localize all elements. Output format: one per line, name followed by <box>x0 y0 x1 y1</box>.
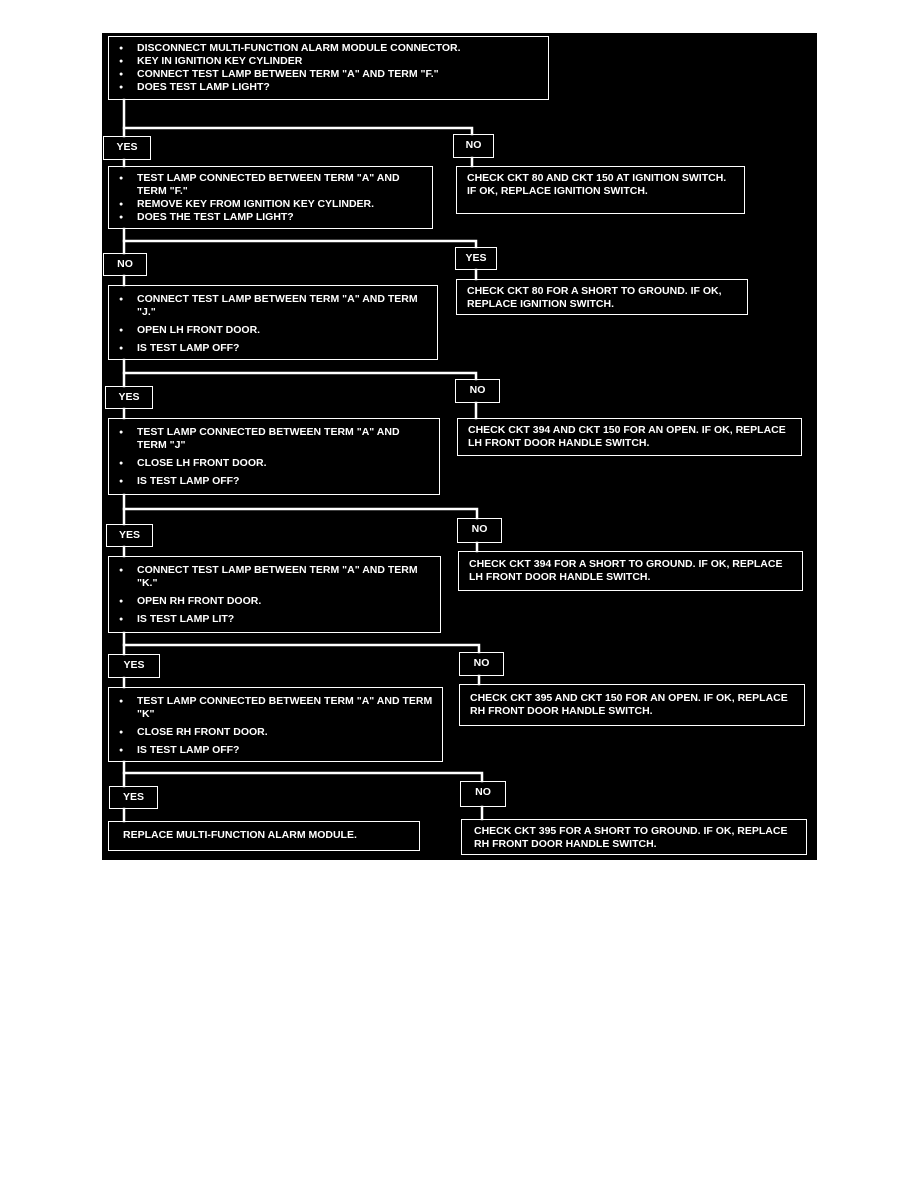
step1-yes-label: YES <box>103 136 151 160</box>
step2-line: ● TEST LAMP CONNECTED BETWEEN TERM "A" AND TERM "F." <box>119 172 424 198</box>
troubleshooting-flowchart <box>102 33 817 860</box>
step2-no-label: NO <box>103 253 147 276</box>
step6-no-result <box>461 819 807 855</box>
step3-no-label: NO <box>455 379 500 403</box>
step3 <box>108 285 438 360</box>
step4-no-result <box>458 551 803 591</box>
step2-line: ● REMOVE KEY FROM IGNITION KEY CYLINDER. <box>119 198 424 211</box>
step5 <box>108 556 441 633</box>
step5-no-result <box>459 684 805 726</box>
step2 <box>108 166 433 229</box>
step6-yes-result <box>108 821 420 851</box>
step4-no-label: NO <box>457 518 502 543</box>
step2-yes-result-text: CHECK CKT 80 FOR A SHORT TO GROUND. IF OK, REPLACE IGNITION SWITCH. <box>467 285 722 310</box>
start-step-line: ● DISCONNECT MULTI-FUNCTION ALARM MODULE CONNECTOR. <box>119 42 540 55</box>
step5-line: ● OPEN RH FRONT DOOR. <box>119 595 432 608</box>
step2-yes-result <box>456 279 748 315</box>
step3-yes-label: YES <box>105 386 153 409</box>
step1-no-label: NO <box>453 134 494 158</box>
step6-yes-label: YES <box>109 786 158 809</box>
step6-yes-result-text: REPLACE MULTI-FUNCTION ALARM MODULE. <box>123 829 357 841</box>
step3-line: ● CONNECT TEST LAMP BETWEEN TERM "A" AND TERM "J." <box>119 293 429 319</box>
step6-line: ● TEST LAMP CONNECTED BETWEEN TERM "A" AND TERM "K" <box>119 695 434 721</box>
start-step <box>108 36 549 100</box>
step4 <box>108 418 440 495</box>
step1-no-result <box>456 166 745 214</box>
step4-line: ● TEST LAMP CONNECTED BETWEEN TERM "A" AND TERM "J" <box>119 426 431 452</box>
step5-yes-label: YES <box>108 654 160 678</box>
step3-no-result <box>457 418 802 456</box>
step4-line: ● IS TEST LAMP OFF? <box>119 475 431 488</box>
step5-no-label: NO <box>459 652 504 676</box>
step4-line: ● CLOSE LH FRONT DOOR. <box>119 457 431 470</box>
start-step-line: ● DOES TEST LAMP LIGHT? <box>119 81 540 94</box>
step3-line: ● IS TEST LAMP OFF? <box>119 342 429 355</box>
start-step-line: ● KEY IN IGNITION KEY CYLINDER <box>119 55 540 68</box>
step6-no-label: NO <box>460 781 506 807</box>
step5-line: ● CONNECT TEST LAMP BETWEEN TERM "A" AND TERM "K." <box>119 564 432 590</box>
step2-line: ● DOES THE TEST LAMP LIGHT? <box>119 211 424 224</box>
step6-line: ● IS TEST LAMP OFF? <box>119 744 434 757</box>
start-step-line: ● CONNECT TEST LAMP BETWEEN TERM "A" AND TERM "F." <box>119 68 540 81</box>
step6 <box>108 687 443 762</box>
step3-no-result-text: CHECK CKT 394 AND CKT 150 FOR AN OPEN. IF OK, REPLACE LH FRONT DOOR HANDLE SWITCH. <box>468 424 786 449</box>
step6-line: ● CLOSE RH FRONT DOOR. <box>119 726 434 739</box>
step6-no-result-text: CHECK CKT 395 FOR A SHORT TO GROUND. IF OK, REPLACE RH FRONT DOOR HANDLE SWITCH. <box>474 825 788 850</box>
step4-yes-label: YES <box>106 524 153 547</box>
step3-line: ● OPEN LH FRONT DOOR. <box>119 324 429 337</box>
step4-no-result-text: CHECK CKT 394 FOR A SHORT TO GROUND. IF OK, REPLACE LH FRONT DOOR HANDLE SWITCH. <box>469 558 783 583</box>
step5-line: ● IS TEST LAMP LIT? <box>119 613 432 626</box>
step2-yes-label: YES <box>455 247 497 270</box>
step1-no-result-text: CHECK CKT 80 AND CKT 150 AT IGNITION SWITCH. IF OK, REPLACE IGNITION SWITCH. <box>467 172 727 197</box>
step5-no-result-text: CHECK CKT 395 AND CKT 150 FOR AN OPEN. IF OK, REPLACE RH FRONT DOOR HANDLE SWITCH. <box>470 692 788 717</box>
